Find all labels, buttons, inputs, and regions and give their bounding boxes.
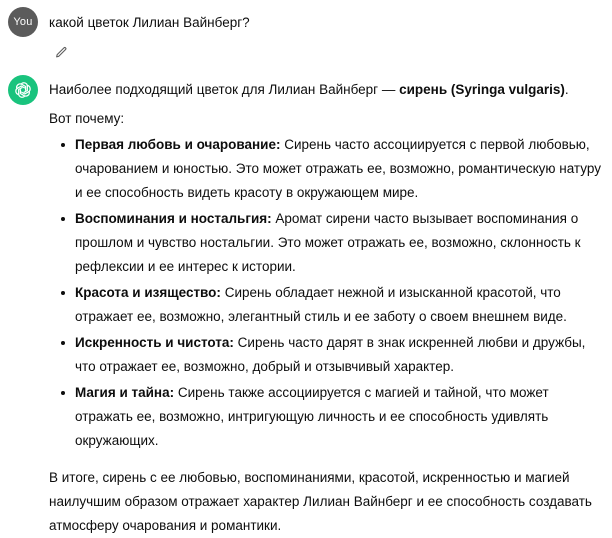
pencil-icon bbox=[55, 46, 68, 59]
answer-intro-text: Наиболее подходящий цветок для Лилиан Вайнберг — bbox=[49, 82, 400, 97]
reason-title: Первая любовь и очарование: bbox=[75, 137, 281, 152]
assistant-message bbox=[8, 75, 612, 538]
reason-item bbox=[75, 381, 609, 453]
answer-summary: В итоге, сирень с ее любовью, воспоминаниями, красотой, искренностью и магией наилучшим образом отражает характер Лилиан Вайнберг и ее способность создавать атмосферу очарования и романтики. bbox=[49, 470, 592, 533]
assistant-avatar bbox=[8, 75, 38, 105]
user-avatar-label: You bbox=[13, 16, 33, 28]
reasons-heading: Вот почему: bbox=[49, 111, 125, 126]
user-message bbox=[8, 7, 612, 64]
reason-title: Искренность и чистота: bbox=[75, 335, 234, 350]
user-message-body bbox=[49, 7, 250, 64]
reason-item bbox=[75, 133, 609, 205]
reason-item bbox=[75, 207, 609, 279]
assistant-message-body bbox=[49, 75, 609, 538]
reason-text: Сирень также ассоциируется с магией и тайной, что может отражать ее, возможно, интригующую личность и ее способность удивлять окружающих. bbox=[75, 385, 549, 448]
reason-item bbox=[75, 331, 609, 379]
reason-text: Сирень обладает нежной и изысканной красотой, что отражает ее, возможно, элегантный стиль и ее заботу о своем внешнем виде. bbox=[75, 285, 567, 324]
user-message-text: какой цветок Лилиан Вайнберг? bbox=[49, 15, 250, 30]
answer-intro bbox=[49, 78, 609, 102]
reason-title: Красота и изящество: bbox=[75, 285, 221, 300]
reason-text: Сирень часто ассоциируется с первой любовью, очарованием и юностью. Это может отражать ее, возможно, романтическую натуру и ее способность видеть красоту в окружающем мире. bbox=[75, 137, 601, 200]
answer-flower-name: сирень (Syringa vulgaris) bbox=[399, 82, 565, 97]
openai-logo-icon bbox=[13, 80, 33, 100]
reason-text: Аромат сирени часто вызывает воспоминания о прошлом и чувство ностальгии. Это может отражать ее, возможно, склонность к рефлексии и ее интерес к истории. bbox=[75, 211, 581, 274]
reasons-list bbox=[49, 133, 609, 453]
edit-message-button[interactable] bbox=[52, 43, 70, 61]
reason-item bbox=[75, 281, 609, 329]
answer-intro-end: . bbox=[564, 82, 569, 97]
reason-text: Сирень часто дарят в знак искренней любви и дружбы, что отражает ее, возможно, добрый и отзывчивый характер. bbox=[75, 335, 586, 374]
reason-title: Магия и тайна: bbox=[75, 385, 175, 400]
reason-title: Воспоминания и ностальгия: bbox=[75, 211, 272, 226]
user-avatar bbox=[8, 7, 38, 37]
